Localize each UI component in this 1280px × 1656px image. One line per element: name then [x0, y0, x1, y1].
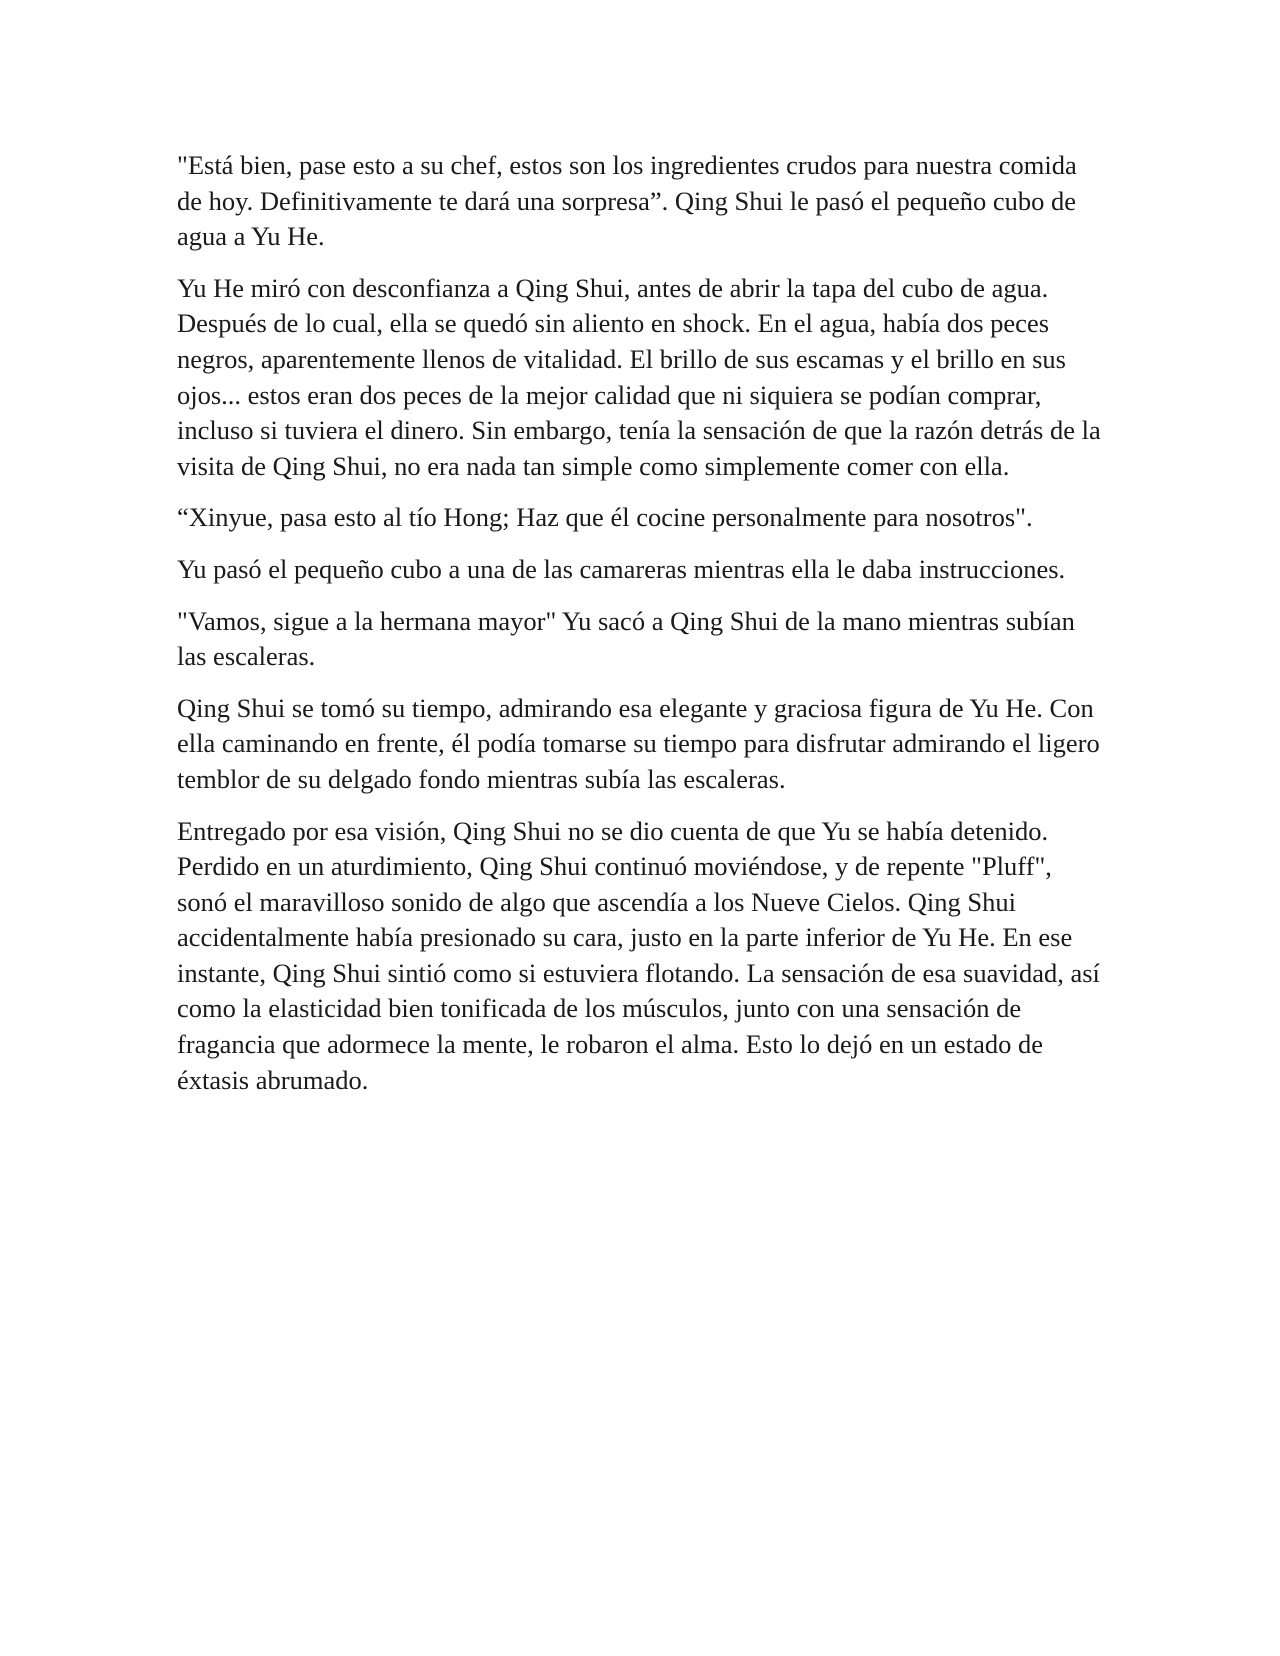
paragraph-3: “Xinyue, pasa esto al tío Hong; Haz que él cocine personalmente para nosotros".: [177, 502, 1033, 533]
paragraph-7: Entregado por esa visión, Qing Shui no se dio cuenta de que Yu se había detenido. Perdido en un aturdimiento, Qing Shui continuó moviéndose, y de repente "Pluff", sonó el maravilloso sonido de algo que ascendía a los Nueve Cielos. Qing Shui accidentalmente había presionado su cara, justo en la parte inferior de Yu He. En ese instante, Qing Shui sintió como si estuviera flotando. La sensación de esa suavidad, así como la elasticidad bien tonificada de los músculos, junto con una sensación de fragancia que adormece la mente, le robaron el alma. Esto lo dejó en un estado de éxtasis abrumado.: [177, 815, 1100, 1095]
paragraph-6: Qing Shui se tomó su tiempo, admirando esa elegante y graciosa figura de Yu He. Con ella caminando en frente, él podía tomarse su tiempo para disfrutar admirando el ligero temblor de su delgado fondo mientras subía las escaleras.: [177, 692, 1100, 794]
paragraph-2: Yu He miró con desconfianza a Qing Shui, antes de abrir la tapa del cubo de agua. Después de lo cual, ella se quedó sin aliento en shock. En el agua, había dos peces negros, aparentemente llenos de vitalidad. El brillo de sus escamas y el brillo en sus ojos... estos eran dos peces de la mejor calidad que ni siquiera se podían comprar, incluso si tuviera el dinero. Sin embargo, tenía la sensación de que la razón detrás de la visita de Qing Shui, no era nada tan simple como simplemente comer con ella.: [177, 272, 1101, 481]
paragraph-4: Yu pasó el pequeño cubo a una de las camareras mientras ella le daba instrucciones.: [177, 553, 1066, 584]
document-body: [177, 148, 1107, 1114]
paragraph-5: "Vamos, sigue a la hermana mayor" Yu sacó a Qing Shui de la mano mientras subían las escaleras.: [177, 605, 1075, 672]
paragraph-1: "Está bien, pase esto a su chef, estos son los ingredientes crudos para nuestra comida de hoy. Definitivamente te dará una sorpresa”. Qing Shui le pasó el pequeño cubo de agua a Yu He.: [177, 150, 1077, 252]
